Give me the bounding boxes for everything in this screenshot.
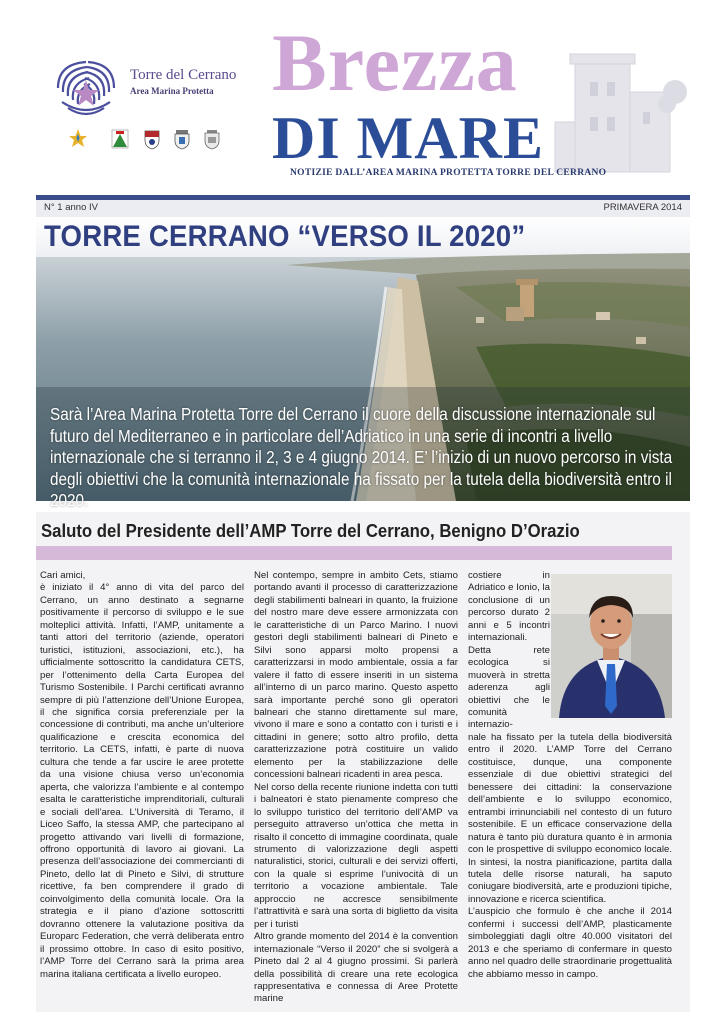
region-logo-icon xyxy=(110,128,130,150)
newsletter-subtitle: NOTIZIE DALL’AREA MARINA PROTETTA TORRE DEL CERRANO xyxy=(290,168,607,178)
article-column-2 xyxy=(254,570,458,1006)
logo-text xyxy=(130,68,236,96)
article-column-1 xyxy=(40,570,244,981)
tower-watermark-image xyxy=(535,32,695,182)
shell-logo-icon xyxy=(52,58,122,118)
city-crest-icon xyxy=(202,128,222,150)
article-title: Saluto del Presidente dell’AMP Torre del Cerrano, Benigno D’Orazio xyxy=(41,520,580,541)
star-logo-icon xyxy=(68,128,88,150)
article-text-col3-rest: nale ha fissato per la tutela della biodiversità entro il 2020. L’AMP Torre del Cerrano costituisce, dunque, una componente essenziale di due obiettivi strategici del benessere dei cittadini: la conservazione dell’ambiente e lo sviluppo economico, entrambi irrinunciabili nel contesto di un futuro sostenibile. E un efficace conservazione della natura è tanto più duratura quanto è in armonia con le prospettive di sviluppo economico locale. In sintesi, la nostra pianificazione, partita dalla tutela delle risorse naturali, ha saputo coniugare biodiversità, arte e produzioni tipiche, innovazione e ricerca scientifica. L’auspicio che formulo è che anche il 2014 confermi i successi dell’AMP, plasticamente simboleggiati dagli oltre 40.000 visitatori del 2013 e che speriamo di confermare in questo anno nel quadro delle straordinarie progettualità che abbiamo messo in campo. xyxy=(468,732,672,980)
cover-lede: Sarà l’Area Marina Protetta Torre del Cerrano il cuore della discussione internazionale sul futuro del Mediterraneo e in particolare dell’Adriatico in una serie di incontri a livello internazionale che si terranno il 2, 3 e 4 giugno 2014. E’ l’inizio di un nuovo percorso in vista degli obiettivi che la comunità internazionale ha fissato per la tutela della biodiversità entro il 2020. xyxy=(50,404,673,510)
newsletter-title-mare: DI MARE xyxy=(272,105,544,171)
issue-season: PRIMAVERA 2014 xyxy=(603,202,682,213)
amp-logo xyxy=(52,58,242,128)
newsletter-title-brezza: Brezza xyxy=(272,17,518,108)
logo-title: Torre del Cerrano xyxy=(130,67,237,83)
sponsor-logos xyxy=(60,128,240,158)
article-title-rule xyxy=(36,546,672,560)
article-column-3-top xyxy=(468,570,550,732)
masthead xyxy=(0,0,725,195)
province-crest-icon xyxy=(142,128,162,150)
town-crest-icon xyxy=(172,128,192,150)
president-photo xyxy=(551,574,672,718)
article-text-col2: Nel contempo, sempre in ambito Cets, stiamo portando avanti il processo di caratterizzazione degli stabilimenti balneari in quanto, la fruizione del nostro mare deve essere armonizzata con le caratteristiche di un Parco Marino. I nuovi gestori degli stabilimenti balneari di Pineto e Silvi sono apparsi molto propensi a caratterizzarsi in modo ambientale, ossia a far valere il fatto di essere inseriti in un sistema all’interno di un parco marino. Questo aspetto sarà importante perché sono gli operatori balneari che stanno direttamente sul mare, vivono il mare e sono a contatto con i turisti e i cittadini in genere; sotto altro profilo, detta caratterizzazione potrà costituire un valido elemento per la stabilizzazione delle concessioni balneari ricadenti in area pesca. Nel corso della recente riunione indetta con tutti i balneatori è stato pienamente compreso che lo sviluppo turistico del territorio dell’AMP va perseguito attraverso un’ottica che metta in risalto il concetto di immagine coordinata, quale strumento di valorizzazione degli aspetti naturalistici, storici, culturali e dei servizi offerti, con la quale si esprime l’univocità di un territorio a vocazione ambientale. Tale approccio ne accresce sensibilmente l’attrattività e sarà una sorta di biglietto da visita per i turisti Altro grande momento del 2014 è la convention internazionale “Verso il 2020” che si svolgerà a Pineto dal 2 al 4 giugno prossimi. Si parlerà della possibilità di creare una rete ecologica rappresentativa e connessa di Aree Protette marine xyxy=(254,570,458,1005)
article-text-col1: Cari amici, è iniziato il 4° anno di vita del parco del Cerrano, un anno destinato a segnarne positivamente il percorso di sviluppo e le sue molteplici attività. Infatti, l’AMP, unitamente a tanti attori del territorio (aziende, operatori turistici, istituzioni, associazioni, etc.), ha ufficialmente sottoscritto la candidatura CETS, per l’ottenimento della Carta Europea del Turismo Sostenibile. I Parchi certificati avranno sempre di più l’attenzione dell’Unione Europea, il che significa corsia preferenziale per la concessione di contributi, ma anche un’ulteriore qualificazione e crescita economica del territorio. La CETS, infatti, è parte di nuova cultura che tende a far uscire le aree protette da una visione chiusa verso un’economia aperta, che valorizza l’ambiente e al contempo esalta le caratteristiche imprenditoriali, culturali e sociali dell’area. L’Università di Teramo, il Liceo Saffo, la stessa AMP, che partecipano al progetto attivando vari livelli di formazione, offrono opportunità di lavoro ai giovani. La presenza dell’associazione dei commercianti di Pineto, dello lat di Pineto e Silvi, di strutture ricettive, fa ben comprendere il grado di coinvolgimento della comunità locale. Ora la strategia e il piano d’azione sottoscritti dovranno ottenere la valutazione positiva da Europarc Federation, che verrà deliberata entro il prossimo ottobre. In caso di esito positivo, l’AMP Torre del Cerrano sarà la prima area marina italiana certificata a livello europeo. xyxy=(40,570,244,980)
cover-headline: TORRE CERRANO “VERSO IL 2020” xyxy=(44,220,526,253)
logo-subtitle: Area Marina Protetta xyxy=(130,86,214,96)
president-portrait xyxy=(551,574,672,718)
issue-band-inner xyxy=(36,200,690,217)
article-column-3-rest xyxy=(468,732,672,981)
issue-number: N° 1 anno IV xyxy=(44,202,98,213)
article-text-col3-top: costiere in Adriatico e Ionio, la conclusione di un percorso durato 2 anni e 5 incontri internazionali. Detta rete ecologica si muoverà in stretta aderenza agli obiettivi che le comunità internazio- xyxy=(468,570,550,731)
